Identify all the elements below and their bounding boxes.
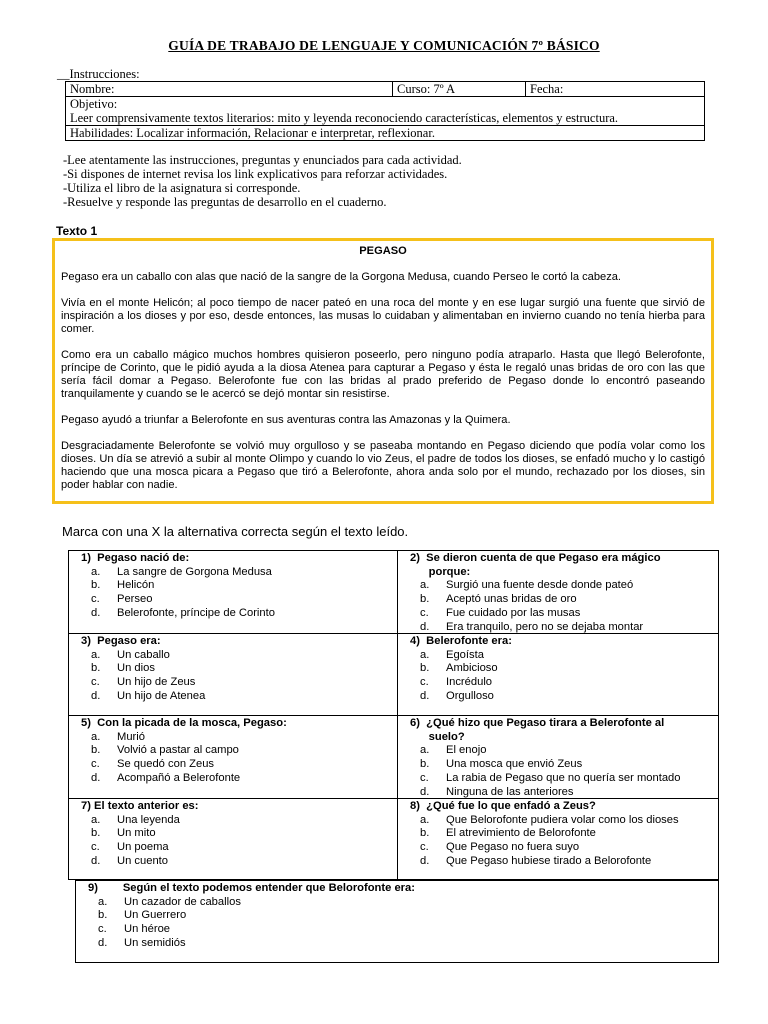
option-letter: a. [91,730,101,743]
option-text: Ninguna de las anteriores [446,785,574,798]
option-letter: c. [91,676,100,689]
answer-option[interactable] [98,896,718,910]
options-list [81,649,397,704]
answer-option[interactable] [420,690,718,704]
question-3 [68,633,397,715]
option-letter: b. [420,593,430,606]
option-text: Un héroe [124,923,171,936]
option-text: Un semidiós [124,936,186,949]
story-box [52,238,714,504]
question-4 [397,633,719,715]
option-text: Ambicioso [446,662,498,675]
answer-option[interactable] [98,909,718,923]
option-letter: d. [91,606,101,619]
question-text: 9) Según el texto podemos entender que Belorofonte era: [88,882,415,894]
instruction-item: -Lee atentamente las instrucciones, preguntas y enunciados para cada actividad. [63,153,462,167]
answer-option[interactable] [91,855,397,869]
option-text: El atrevimiento de Belorofonte [446,827,596,840]
question-text: 8) ¿Qué fue lo que enfadó a Zeus? [410,800,596,812]
option-letter: b. [420,758,430,771]
option-letter: c. [420,676,429,689]
option-letter: d. [420,620,430,633]
option-text: Que Pegaso no fuera suyo [446,841,580,854]
answer-option[interactable] [420,772,718,786]
option-letter: b. [91,744,101,757]
option-text: Volvió a pastar al campo [117,744,239,757]
options-list [81,566,397,621]
question-text: porque: [410,565,471,578]
option-text: Fue cuidado por las musas [446,606,581,619]
option-letter: b. [91,662,101,675]
option-text: Acompañó a Belerofonte [117,771,241,784]
story-paragraph: Pegaso era un caballo con alas que nació de la sangre de la Gorgona Medusa, cuando Perseo le cortó la cabeza. [61,271,621,283]
option-letter: b. [91,827,101,840]
page-title: GUÍA DE TRABAJO DE LENGUAJE Y COMUNICACIÓN 7º BÁSICO [168,38,600,53]
questions-instruction: Marca con una X la alternativa correcta según el texto leído. [62,524,409,539]
question-text: 4) Belerofonte era: [410,635,512,647]
answer-option[interactable] [420,814,718,828]
answer-option[interactable] [91,676,397,690]
objective-cell [66,97,705,126]
option-letter: d. [91,689,101,702]
option-letter: d. [98,936,108,949]
option-text: Belerofonte, príncipe de Corinto [117,606,275,619]
answer-option[interactable] [420,607,718,621]
option-text: Perseo [117,593,153,606]
answer-option[interactable] [420,662,718,676]
option-letter: b. [420,827,430,840]
option-letter: c. [91,593,100,606]
option-text: Egoísta [446,648,484,661]
answer-option[interactable] [91,744,397,758]
option-text: Incrédulo [446,676,493,689]
option-letter: a. [420,744,430,757]
question-text: 6) ¿Qué hizo que Pegaso tirara a Belerofonte al [410,717,665,729]
text-label: Texto 1 [56,224,98,238]
answer-option[interactable] [420,758,718,772]
option-letter: d. [420,854,430,867]
question-text: 2) Se dieron cuenta de que Pegaso era mágico [410,552,661,564]
header-table [65,81,705,141]
answer-option[interactable] [91,566,397,580]
answer-option[interactable] [420,827,718,841]
instructions-label: __Instrucciones: [57,67,140,81]
question-7 [68,798,397,880]
option-text: Surgió una fuente desde donde pateó [446,579,634,592]
option-letter: a. [91,648,101,661]
options-list [410,579,718,634]
option-letter: c. [98,923,107,936]
option-letter: b. [98,909,108,922]
options-list [410,744,718,799]
option-text: Un hijo de Zeus [117,676,196,689]
answer-option[interactable] [91,841,397,855]
option-letter: c. [91,758,100,771]
option-text: Un Guerrero [124,909,187,922]
answer-option[interactable] [420,841,718,855]
story-paragraph: Como era un caballo mágico muchos hombres quisieron poseerlo, pero ninguno podía atraparlo. Hasta que llegó Belerofonte, príncipe de Corinto, que le pidió ayuda a la diosa Atenea para capturar a Pegaso y ésta le regaló unas bridas de oro con las que sería fácil domar a Pegaso. Belerofonte fue con las bridas al prado preferido de Pegaso donde lo encontró paseando tranquilamente y cuando se le acercó se dejó montar sin resistirse. [61,349,705,400]
option-text: Un cazador de caballos [124,895,241,908]
question-6 [397,715,719,798]
option-text: La rabia de Pegaso que no quería ser montado [446,771,681,784]
answer-option[interactable] [91,579,397,593]
objective-text: Leer comprensivamente textos literarios: mito y leyenda reconociendo características, elementos y estructura. [70,111,619,125]
question-text: 5) Con la picada de la mosca, Pegaso: [81,717,287,729]
option-letter: a. [420,813,430,826]
instructions-list [63,153,462,209]
answer-option[interactable] [420,593,718,607]
option-letter: a. [420,648,430,661]
answer-option[interactable] [420,744,718,758]
option-text: Aceptó unas bridas de oro [446,593,577,606]
option-text: Un poema [117,841,169,854]
answer-option[interactable] [98,923,718,937]
option-text: Un caballo [117,648,170,661]
option-letter: a. [420,579,430,592]
objective-label: Objetivo: [70,97,118,111]
option-letter: c. [420,606,429,619]
option-text: Murió [117,730,145,743]
option-text: La sangre de Gorgona Medusa [117,565,272,578]
answer-option[interactable] [91,814,397,828]
answer-option[interactable] [420,676,718,690]
option-letter: c. [420,771,429,784]
question-text: suelo? [410,730,465,743]
option-letter: a. [98,895,108,908]
answer-option[interactable] [91,731,397,745]
answer-option[interactable] [91,690,397,704]
story-paragraph: Desgraciadamente Belerofonte se volvió muy orgulloso y se paseaba montando en Pegaso diciendo que podía volar como los dioses. Un día se atrevió a subir al monte Olimpo y cuando lo vio Zeus, el padre de todos los dioses, se enfadó mucho y lo castigó haciendo que una mosca picara a Pegaso que tiró a Belerofonte, ahora anda solo por el mundo, rechazado por los dioses, sin poder hablar con nadie. [61,440,705,491]
answer-option[interactable] [91,607,397,621]
option-letter: d. [91,854,101,867]
answer-option[interactable] [420,855,718,869]
story-paragraph: Pegaso ayudó a triunfar a Belerofonte en sus aventuras contra las Amazonas y la Quimera. [61,414,511,426]
question-1 [68,550,397,633]
answer-option[interactable] [91,758,397,772]
options-list [81,731,397,786]
option-text: Una leyenda [117,813,180,826]
answer-option[interactable] [91,827,397,841]
option-letter: a. [91,813,101,826]
answer-option[interactable] [91,593,397,607]
answer-option[interactable] [420,649,718,663]
question-text: 7) El texto anterior es: [81,800,199,812]
option-letter: d. [91,771,101,784]
question-9 [75,880,719,963]
instruction-item: -Si dispones de internet revisa los link explicativos para reforzar actividades. [63,167,448,181]
question-8 [397,798,719,880]
options-list [410,649,718,704]
option-text: Se quedó con Zeus [117,758,215,771]
name-cell[interactable]: Nombre: [66,82,393,97]
option-text: Que Belorofonte pudiera volar como los dioses [446,813,679,826]
question-text: 3) Pegaso era: [81,635,161,647]
option-letter: d. [420,785,430,798]
instruction-item: -Utiliza el libro de la asignatura si corresponde. [63,181,301,195]
answer-option[interactable] [98,937,718,951]
option-text: Que Pegaso hubiese tirado a Belorofonte [446,854,652,867]
option-text: Una mosca que envió Zeus [446,758,583,771]
option-letter: b. [420,662,430,675]
answer-option[interactable] [420,579,718,593]
option-text: El enojo [446,744,487,757]
option-text: Era tranquilo, pero no se dejaba montar [446,620,644,633]
course-cell: Curso: 7º A [393,82,526,97]
answer-option[interactable] [91,662,397,676]
options-list [81,814,397,869]
option-text: Un dios [117,662,155,675]
answer-option[interactable] [91,649,397,663]
option-text: Un cuento [117,854,168,867]
option-letter: b. [91,579,101,592]
answer-option[interactable] [91,772,397,786]
story-title: PEGASO [359,245,407,257]
option-text: Helicón [117,579,155,592]
option-letter: a. [91,565,101,578]
options-list [88,896,718,951]
question-text: 1) Pegaso nació de: [81,552,190,564]
options-list [410,814,718,869]
question-5 [68,715,397,798]
option-text: Un hijo de Atenea [117,689,206,702]
date-cell[interactable]: Fecha: [526,82,705,97]
skills-cell: Habilidades: Localizar información, Relacionar e interpretar, reflexionar. [66,126,705,141]
option-text: Un mito [117,827,156,840]
option-letter: c. [420,841,429,854]
option-letter: c. [91,841,100,854]
option-letter: d. [420,689,430,702]
question-2 [397,550,719,633]
instruction-item: -Resuelve y responde las preguntas de desarrollo en el cuaderno. [63,195,387,209]
option-text: Orgulloso [446,689,494,702]
story-paragraph: Vivía en el monte Helicón; al poco tiempo de nacer pateó en una roca del monte y en ese lugar surgió una fuente que sirvió de inspiración a los dioses y por eso, desde entonces, las musas lo cuidaban y alimentaban en invierno cuando no tenía hierba para comer. [61,297,705,335]
